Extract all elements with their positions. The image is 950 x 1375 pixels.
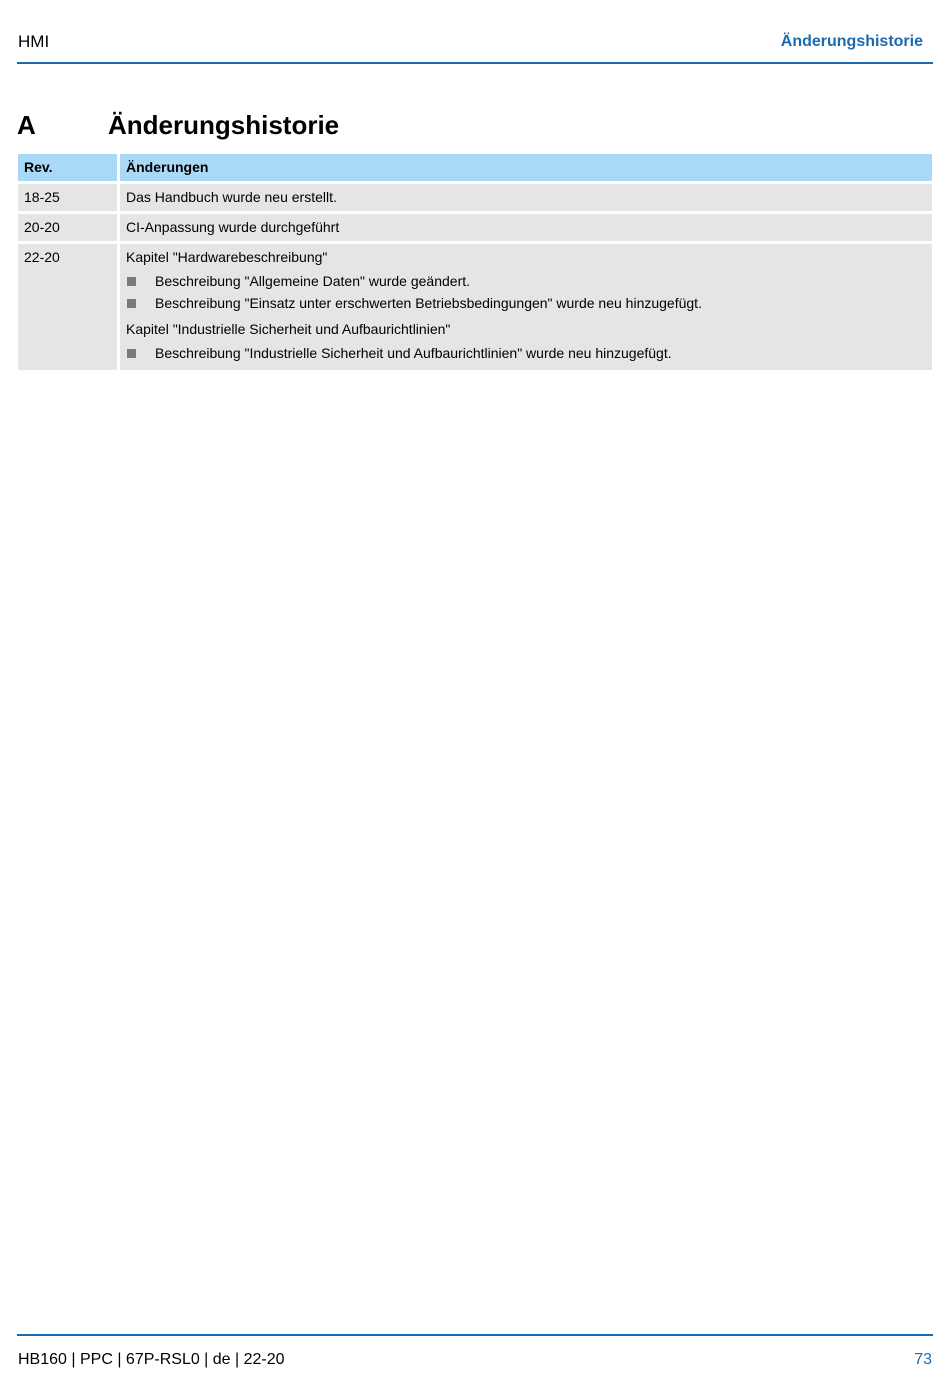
changes-bullet-list [126,270,926,314]
page-footer [17,1334,933,1368]
table-row [18,244,932,370]
changes-cell: CI-Anpassung wurde durchgeführt [120,214,932,241]
chapter-letter: A [17,110,36,140]
table-row [18,184,932,211]
list-item-text: Beschreibung "Allgemeine Daten" wurde geändert. [155,273,471,289]
column-header-rev: Rev. [18,154,117,181]
chapter-title: Änderungshistorie [108,110,340,140]
list-item-text: Beschreibung "Einsatz unter erschwerten Betriebsbedingungen" wurde neu hinzugefügt. [155,295,702,311]
square-bullet-icon [127,299,136,308]
rev-cell: 18-25 [18,184,117,211]
rev-cell: 20-20 [18,214,117,241]
list-item [126,292,926,314]
footer-page-number: 73 [914,1351,932,1368]
rev-cell: 22-20 [18,244,117,370]
footer-document-id: HB160 | PPC | 67P-RSL0 | de | 22-20 [18,1351,285,1368]
changes-section-title: Kapitel "Industrielle Sicherheit und Aufbaurichtlinien" [126,321,451,337]
list-item-text: Beschreibung "Industrielle Sicherheit und Aufbaurichtlinien" wurde neu hinzugefügt. [155,345,672,361]
square-bullet-icon [127,349,136,358]
header-section-title: Änderungshistorie [780,33,923,50]
header-product-name: HMI [18,32,50,51]
square-bullet-icon [127,277,136,286]
changes-section-title: Kapitel "Hardwarebeschreibung" [126,249,328,265]
column-header-changes: Änderungen [120,154,932,181]
changes-bullet-list [126,342,926,364]
table-row [18,214,932,241]
page-header [17,30,933,64]
changes-cell: Das Handbuch wurde neu erstellt. [120,184,932,211]
table-header-row [18,154,932,181]
chapter-heading [17,110,917,146]
changes-cell [120,244,932,370]
revision-table [18,154,932,373]
list-item [126,342,926,364]
list-item [126,270,926,292]
